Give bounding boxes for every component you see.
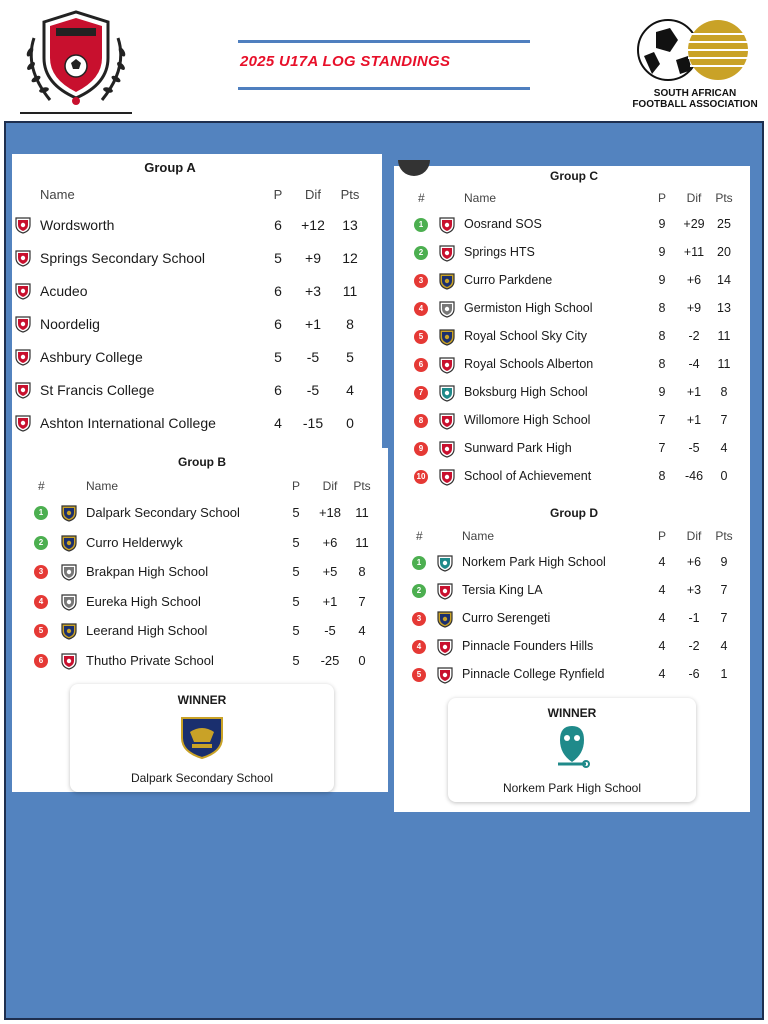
- school-crest-icon: [14, 216, 32, 237]
- rank-badge: 8: [414, 414, 428, 428]
- played-value: 8: [658, 329, 666, 343]
- played-value: 4: [658, 667, 666, 681]
- norkem-owl-crest-icon: [550, 722, 594, 770]
- table-row: [394, 298, 750, 326]
- table-row: [394, 552, 750, 580]
- school-crest-icon: [14, 414, 32, 435]
- played-value: 5: [292, 623, 300, 638]
- group-b-header-pts: Pts: [353, 479, 371, 493]
- team-name: Curro Helderwyk: [86, 534, 183, 550]
- points-value: 11: [717, 357, 731, 371]
- played-value: 9: [658, 273, 666, 287]
- points-value: 7: [720, 611, 728, 625]
- table-row: [394, 438, 750, 466]
- played-value: 8: [658, 357, 666, 371]
- group-c-corner-icon: [398, 160, 430, 176]
- school-crest-icon: [436, 638, 454, 659]
- points-value: 0: [346, 415, 354, 431]
- rank-badge: 9: [414, 442, 428, 456]
- school-crest-icon: [438, 384, 456, 405]
- points-value: 0: [720, 469, 728, 483]
- table-row: [12, 312, 382, 345]
- played-value: 6: [274, 217, 282, 233]
- played-value: 6: [274, 382, 282, 398]
- group-c-card: [394, 166, 750, 492]
- team-name: Boksburg High School: [464, 385, 588, 399]
- team-name: Springs HTS: [464, 245, 535, 259]
- team-name: Royal Schools Alberton: [464, 357, 594, 371]
- played-value: 5: [292, 652, 300, 668]
- goal-difference-value: +3: [305, 283, 321, 299]
- goal-difference-value: -1: [688, 611, 700, 625]
- team-name: School of Achievement: [464, 469, 592, 483]
- goal-difference-value: +1: [686, 385, 702, 399]
- team-name: Germiston High School: [464, 301, 593, 315]
- played-value: 8: [658, 301, 666, 315]
- goal-difference-value: -5: [688, 441, 700, 455]
- team-name: Sunward Park High: [464, 441, 572, 455]
- played-value: 4: [658, 555, 666, 569]
- played-value: 4: [274, 415, 282, 431]
- played-value: 5: [292, 593, 300, 609]
- team-name: Royal School Sky City: [464, 329, 587, 343]
- table-row: [12, 411, 382, 444]
- played-value: 7: [658, 413, 666, 427]
- goal-difference-value: +9: [305, 250, 321, 266]
- team-name: Wordsworth: [40, 217, 115, 233]
- rank-badge: 7: [414, 386, 428, 400]
- school-crest-icon: [436, 610, 454, 631]
- table-row: [394, 410, 750, 438]
- group-d-header-rank: #: [416, 529, 423, 543]
- rank-badge: 3: [414, 274, 428, 288]
- team-name: Willomore High School: [464, 413, 591, 427]
- points-value: 7: [720, 583, 728, 597]
- played-value: 8: [658, 469, 666, 483]
- points-value: 14: [717, 273, 731, 287]
- group-c-header-dif: Dif: [686, 191, 702, 205]
- points-value: 13: [342, 217, 358, 233]
- points-value: 4: [720, 639, 728, 653]
- table-row: [394, 580, 750, 608]
- played-value: 4: [658, 611, 666, 625]
- table-row: [394, 270, 750, 298]
- goal-difference-value: +6: [322, 534, 338, 550]
- team-name: Pinnacle College Rynfield: [462, 667, 605, 681]
- played-value: 9: [658, 245, 666, 259]
- table-row: [394, 466, 750, 494]
- school-crest-icon: [14, 381, 32, 402]
- table-row: [12, 378, 382, 411]
- school-crest-icon: [14, 348, 32, 369]
- rank-badge: 4: [414, 302, 428, 316]
- table-row: [394, 608, 750, 636]
- goal-difference-value: +1: [322, 593, 338, 609]
- played-value: 5: [274, 349, 282, 365]
- group-b-header-dif: Dif: [322, 479, 338, 493]
- team-name: Acudeo: [40, 283, 88, 299]
- school-crest-icon: [60, 652, 78, 673]
- goal-difference-value: +18: [318, 505, 342, 520]
- points-value: 7: [720, 413, 728, 427]
- goal-difference-value: -5: [306, 349, 320, 365]
- group-b-header-name: Name: [86, 479, 119, 493]
- goal-difference-value: +6: [686, 555, 702, 569]
- table-row: [12, 213, 382, 246]
- group-d-winner-label: WINNER: [547, 706, 597, 720]
- dalpark-crest-icon: [178, 714, 226, 760]
- goal-difference-value: -15: [302, 415, 324, 431]
- goal-difference-value: +11: [683, 245, 705, 259]
- team-name: Noordelig: [40, 316, 100, 332]
- group-d-header-p: P: [657, 529, 666, 543]
- played-value: 5: [292, 505, 300, 520]
- rank-badge: 6: [34, 654, 48, 668]
- rank-badge: 1: [412, 556, 426, 570]
- table-row: [12, 620, 388, 650]
- group-a-header-p: P: [273, 187, 283, 202]
- points-value: 25: [717, 217, 731, 231]
- goal-difference-value: -4: [688, 357, 700, 371]
- table-row: [394, 242, 750, 270]
- table-row: [12, 561, 388, 591]
- table-row: [12, 650, 388, 680]
- played-value: 5: [292, 564, 300, 579]
- rank-badge: 4: [412, 640, 426, 654]
- table-row: [12, 279, 382, 312]
- played-value: 9: [658, 217, 666, 231]
- points-value: 8: [720, 385, 728, 399]
- group-d-winner-card: [448, 698, 696, 802]
- points-value: 4: [346, 382, 354, 398]
- group-b-card: [12, 448, 388, 792]
- group-c-header-p: P: [657, 191, 666, 205]
- team-name: Dalpark Secondary School: [86, 505, 240, 520]
- group-c-title: Group C: [550, 169, 598, 183]
- table-row: [394, 664, 750, 692]
- group-d-header-dif: Dif: [686, 529, 702, 543]
- played-value: 4: [658, 583, 666, 597]
- points-value: 20: [717, 245, 731, 259]
- table-row: [12, 591, 388, 621]
- points-value: 8: [346, 316, 354, 332]
- table-row: [394, 214, 750, 242]
- school-crest-icon: [60, 593, 78, 614]
- table-row: [12, 345, 382, 378]
- group-c-header-name: Name: [464, 191, 497, 205]
- group-a-header-dif: Dif: [305, 187, 321, 202]
- easterns-crest-icon: [20, 8, 132, 108]
- points-value: 5: [346, 349, 354, 365]
- school-crest-icon: [14, 282, 32, 303]
- safa-logo: [626, 12, 764, 112]
- goal-difference-value: +1: [305, 316, 321, 332]
- title-banner: [238, 40, 530, 90]
- team-name: Eureka High School: [86, 593, 201, 609]
- table-row: [394, 382, 750, 410]
- page-title: 2025 U17A LOG STANDINGS: [240, 53, 451, 70]
- safa-name: SOUTH AFRICAN FOOTBALL ASSOCIATION: [632, 88, 758, 110]
- goal-difference-value: +6: [686, 273, 702, 287]
- group-b-winner-label: WINNER: [177, 693, 227, 707]
- rank-badge: 1: [34, 506, 48, 520]
- table-row: [12, 502, 388, 532]
- team-name: Curro Serengeti: [462, 611, 551, 625]
- played-value: 5: [274, 250, 282, 266]
- group-c-header-rank: #: [418, 191, 425, 205]
- goal-difference-value: -25: [320, 652, 340, 668]
- group-b-header-rank: #: [38, 479, 45, 493]
- goal-difference-value: +12: [301, 217, 325, 233]
- team-name: St Francis College: [40, 382, 155, 398]
- table-row: [394, 354, 750, 382]
- team-name: Springs Secondary School: [40, 250, 205, 266]
- played-value: 7: [658, 441, 666, 455]
- team-name: Ashton International College: [40, 415, 216, 431]
- table-row: [394, 636, 750, 664]
- group-a-title: Group A: [144, 160, 196, 175]
- school-crest-icon: [60, 563, 78, 584]
- team-name: Thutho Private School: [86, 652, 214, 668]
- easterns-logo: [20, 8, 132, 112]
- table-row: [12, 532, 388, 562]
- group-a-card: [12, 154, 382, 448]
- played-value: 9: [658, 385, 666, 399]
- group-c-header-pts: Pts: [715, 191, 733, 205]
- team-name: Leerand High School: [86, 623, 208, 638]
- rank-badge: 6: [414, 358, 428, 372]
- rank-badge: 3: [412, 612, 426, 626]
- school-crest-icon: [438, 440, 456, 461]
- goal-difference-value: -46: [684, 469, 704, 483]
- rank-badge: 4: [34, 595, 48, 609]
- points-value: 8: [358, 564, 366, 579]
- school-crest-icon: [438, 244, 456, 265]
- school-crest-icon: [436, 666, 454, 687]
- points-value: 12: [342, 250, 358, 266]
- points-value: 11: [342, 283, 358, 299]
- school-crest-icon: [438, 216, 456, 237]
- points-value: 11: [717, 329, 731, 343]
- rank-badge: 2: [34, 536, 48, 550]
- points-value: 7: [358, 593, 366, 609]
- table-row: [394, 326, 750, 354]
- team-name: Pinnacle Founders Hills: [462, 639, 594, 653]
- rank-badge: 5: [414, 330, 428, 344]
- school-crest-icon: [14, 315, 32, 336]
- points-value: 4: [358, 623, 366, 638]
- rank-badge: 2: [414, 246, 428, 260]
- played-value: 6: [274, 316, 282, 332]
- points-value: 11: [355, 505, 369, 520]
- school-crest-icon: [60, 504, 78, 525]
- school-crest-icon: [436, 554, 454, 575]
- goal-difference-value: -5: [324, 623, 336, 638]
- goal-difference-value: +3: [686, 583, 702, 597]
- rank-badge: 5: [34, 624, 48, 638]
- group-a-header-name: Name: [40, 187, 75, 202]
- school-crest-icon: [438, 356, 456, 377]
- group-d-title: Group D: [550, 506, 598, 520]
- goal-difference-value: -2: [688, 639, 700, 653]
- team-name: Curro Parkdene: [464, 273, 553, 287]
- school-crest-icon: [438, 272, 456, 293]
- points-value: 4: [720, 441, 728, 455]
- goal-difference-value: +29: [683, 217, 705, 231]
- school-crest-icon: [60, 622, 78, 643]
- rank-badge: 1: [414, 218, 428, 232]
- points-value: 11: [355, 534, 369, 550]
- group-d-card: [394, 492, 750, 812]
- school-crest-icon: [438, 468, 456, 489]
- school-crest-icon: [438, 300, 456, 321]
- points-value: 1: [720, 667, 728, 681]
- rank-badge: 5: [412, 668, 426, 682]
- rank-badge: 3: [34, 565, 48, 579]
- goal-difference-value: +1: [686, 413, 702, 427]
- school-crest-icon: [438, 412, 456, 433]
- safa-logo-icon: [626, 12, 764, 88]
- points-value: 13: [717, 301, 731, 315]
- goal-difference-value: -2: [688, 329, 700, 343]
- team-name: Oosrand SOS: [464, 217, 542, 231]
- school-crest-icon: [14, 249, 32, 270]
- table-row: [12, 246, 382, 279]
- played-value: 6: [274, 283, 282, 299]
- rank-badge: 10: [414, 470, 428, 484]
- group-b-title: Group B: [178, 455, 226, 469]
- played-value: 5: [292, 534, 300, 550]
- points-value: 0: [358, 652, 366, 668]
- rank-badge: 2: [412, 584, 426, 598]
- group-d-header-name: Name: [462, 529, 495, 543]
- team-name: Tersia King LA: [462, 583, 543, 597]
- goal-difference-value: +9: [686, 301, 702, 315]
- goal-difference-value: +5: [322, 564, 338, 579]
- school-crest-icon: [436, 582, 454, 603]
- group-d-winner-name: Norkem Park High School: [502, 781, 642, 795]
- points-value: 9: [720, 555, 728, 569]
- team-name: Ashbury College: [40, 349, 143, 365]
- team-name: Norkem Park High School: [462, 555, 606, 569]
- goal-difference-value: -5: [306, 382, 320, 398]
- school-crest-icon: [438, 328, 456, 349]
- goal-difference-value: -6: [688, 667, 700, 681]
- team-name: Brakpan High School: [86, 564, 209, 579]
- group-b-winner-card: [70, 684, 334, 792]
- group-a-header-pts: Pts: [340, 187, 360, 202]
- school-crest-icon: [60, 534, 78, 555]
- played-value: 4: [658, 639, 666, 653]
- group-b-winner-name: Dalpark Secondary School: [130, 771, 274, 785]
- group-b-header-p: P: [291, 479, 300, 493]
- group-d-header-pts: Pts: [715, 529, 733, 543]
